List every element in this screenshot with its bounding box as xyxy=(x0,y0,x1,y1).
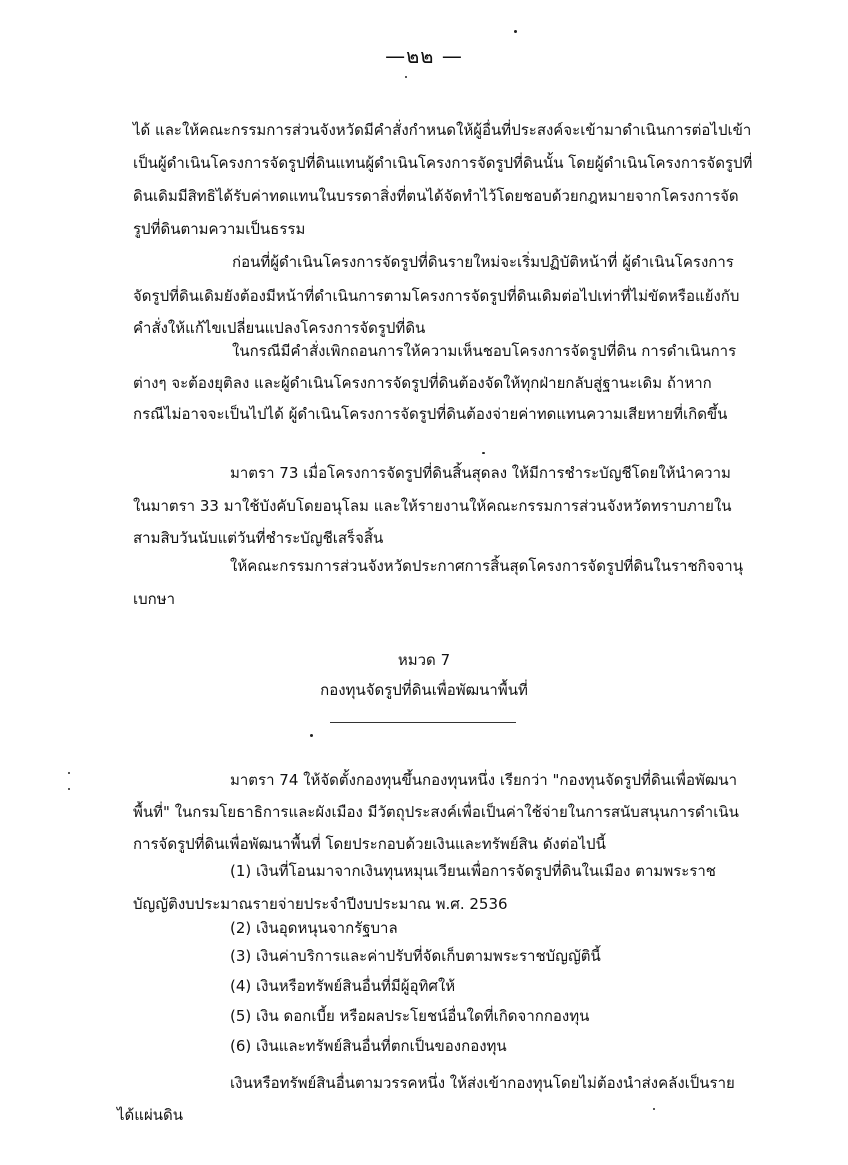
text-line: เบกษา xyxy=(133,590,176,608)
text-line: ให้คณะกรรมการส่วนจังหวัดประกาศการสิ้นสุดโครงการจัดรูปที่ดินในราชกิจจานุ xyxy=(230,557,743,575)
text-line: เป็นผู้ดำเนินโครงการจัดรูปที่ดินแทนผู้ดำเนินโครงการจัดรูปที่ดินนั้น โดยผู้ดำเนินโครงการจัดรูปที่ xyxy=(133,154,753,172)
text-line: ในกรณีมีคำสั่งเพิกถอนการให้ความเห็นชอบโครงการจัดรูปที่ดิน การดำเนินการ xyxy=(232,342,737,360)
scan-speck xyxy=(68,772,70,774)
scan-speck xyxy=(405,76,407,78)
scan-speck xyxy=(514,30,517,33)
text-line: รูปที่ดินตามความเป็นธรรม xyxy=(133,220,306,238)
text-line: บัญญัติงบประมาณรายจ่ายประจำปีงบประมาณ พ.ศ. 2536 xyxy=(133,895,508,913)
list-item: (4) เงินหรือทรัพย์สินอื่นที่มีผู้อุทิศให้ xyxy=(230,977,456,995)
scan-speck xyxy=(68,788,70,790)
text-line: การจัดรูปที่ดินเพื่อพัฒนาพื้นที่ โดยประกอบด้วยเงินและทรัพย์สิน ดังต่อไปนี้ xyxy=(133,835,606,853)
page-number: —๒๒ — xyxy=(385,44,463,68)
text-line: จัดรูปที่ดินเดิมยังต้องมีหน้าที่ดำเนินการตามโครงการจัดรูปที่ดินเดิมต่อไปเท่าที่ไม่ขัดหรือแย้งกับ xyxy=(133,287,740,305)
scan-speck xyxy=(310,734,313,737)
text-line: พื้นที่" ในกรมโยธาธิการและผังเมือง มีวัตถุประสงค์เพื่อเป็นค่าใช้จ่ายในการสนับสนุนการดำเนิน xyxy=(133,803,739,821)
chapter-divider xyxy=(330,722,516,723)
text-line: ต่างๆ จะต้องยุติลง และผู้ดำเนินโครงการจัดรูปที่ดินต้องจัดให้ทุกฝ่ายกลับสู่ฐานะเดิม ถ้าหาก xyxy=(133,374,712,392)
text-line: ในมาตรา 33 มาใช้บังคับโดยอนุโลม และให้รายงานให้คณะกรรมการส่วนจังหวัดทราบภายใน xyxy=(133,497,732,515)
section-74-line: มาตรา 74 ให้จัดตั้งกองทุนขึ้นกองทุนหนึ่ง เรียกว่า "กองทุนจัดรูปที่ดินเพื่อพัฒนา xyxy=(230,771,738,789)
text-line: ได้ และให้คณะกรรมการส่วนจังหวัดมีคำสั่งกำหนดให้ผู้อื่นที่ประสงค์จะเข้ามาดำเนินการต่อไปเข้า xyxy=(133,121,752,139)
list-item: (6) เงินและทรัพย์สินอื่นที่ตกเป็นของกองทุน xyxy=(230,1037,507,1055)
text-line: เงินหรือทรัพย์สินอื่นตามวรรคหนึ่ง ให้ส่งเข้ากองทุนโดยไม่ต้องนำส่งคลังเป็นราย xyxy=(230,1074,735,1092)
scan-speck xyxy=(482,452,485,454)
list-item: (2) เงินอุดหนุนจากรัฐบาล xyxy=(230,919,398,937)
text-line: คำสั่งให้แก้ไขเปลี่ยนแปลงโครงการจัดรูปที่ดิน xyxy=(133,319,426,337)
text-line: ก่อนที่ผู้ดำเนินโครงการจัดรูปที่ดินรายใหม่จะเริ่มปฏิบัติหน้าที่ ผู้ดำเนินโครงการ xyxy=(232,253,734,271)
list-item: (5) เงิน ดอกเบี้ย หรือผลประโยชน์อื่นใดที่เกิดจากกองทุน xyxy=(230,1007,590,1025)
chapter-title: กองทุนจัดรูปที่ดินเพื่อพัฒนาพื้นที่ xyxy=(320,681,528,699)
chapter-number: หมวด 7 xyxy=(397,651,451,669)
list-item: (1) เงินที่โอนมาจากเงินทุนหมุนเวียนเพื่อการจัดรูปที่ดินในเมือง ตามพระราช xyxy=(230,862,716,880)
text-line: สามสิบวันนับแต่วันที่ชำระบัญชีเสร็จสิ้น xyxy=(133,529,384,547)
text-line: ได้แผ่นดิน xyxy=(117,1106,183,1124)
scan-speck xyxy=(653,1108,655,1110)
list-item: (3) เงินค่าบริการและค่าปรับที่จัดเก็บตามพระราชบัญญัตินี้ xyxy=(230,947,601,965)
text-line: ดินเดิมมีสิทธิได้รับค่าทดแทนในบรรดาสิ่งที่ตนได้จัดทำไว้โดยชอบด้วยกฎหมายจากโครงการจัด xyxy=(133,187,739,205)
text-line: กรณีไม่อาจจะเป็นไปได้ ผู้ดำเนินโครงการจัดรูปที่ดินต้องจ่ายค่าทดแทนความเสียหายที่เกิดขึ้น xyxy=(133,405,728,423)
section-73-line: มาตรา 73 เมื่อโครงการจัดรูปที่ดินสิ้นสุดลง ให้มีการชำระบัญชีโดยให้นำความ xyxy=(230,464,731,482)
